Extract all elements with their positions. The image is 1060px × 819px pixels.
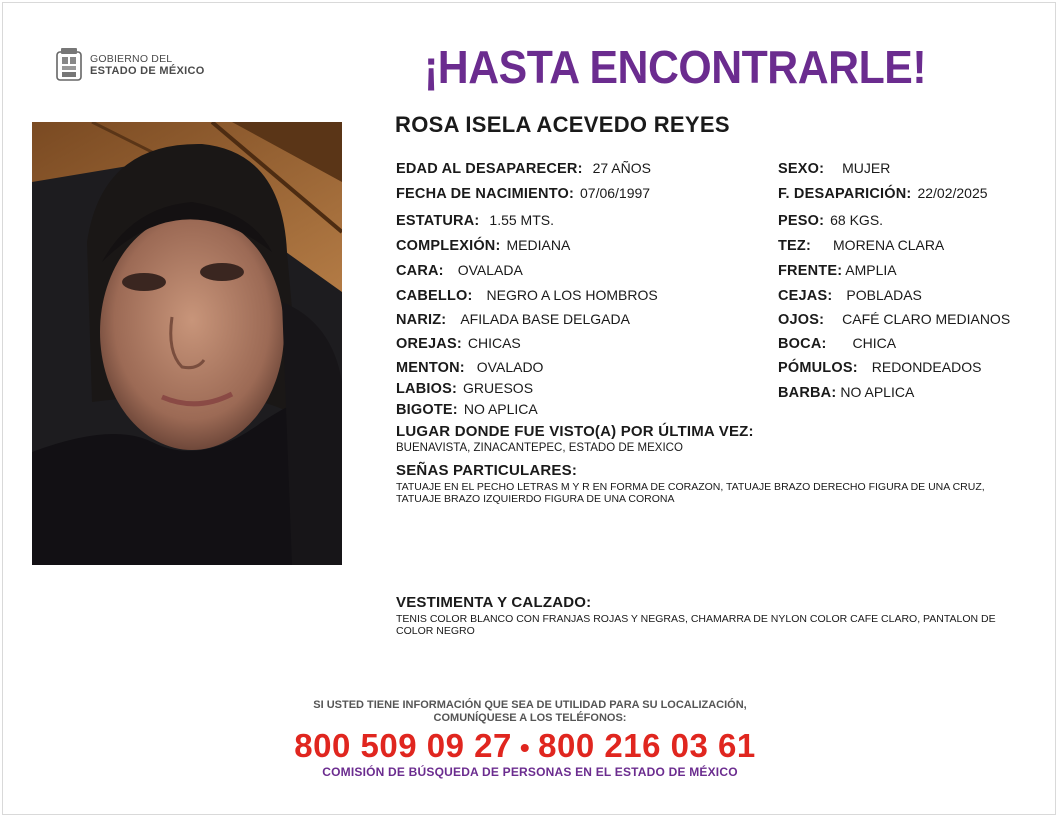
field-complexion: COMPLEXIÓN: MEDIANA bbox=[396, 237, 571, 254]
agency-name: COMISIÓN DE BÚSQUEDA DE PERSONAS EN EL ESTADO DE MÉXICO bbox=[322, 765, 738, 779]
field-orejas: OREJAS: CHICAS bbox=[396, 335, 521, 352]
marks-line-1: TATUAJE EN EL PECHO LETRAS M Y R EN FORMA DE CORAZON, TATUAJE BRAZO DERECHO FIGURA DE UNA CRUZ, bbox=[396, 481, 985, 493]
clothing-line-2: COLOR NEGRO bbox=[396, 625, 475, 637]
field-boca: BOCA: CHICA bbox=[778, 335, 897, 352]
field-cabello: CABELLO: NEGRO A LOS HOMBROS bbox=[396, 287, 658, 304]
field-cara: CARA: OVALADA bbox=[396, 262, 523, 279]
contact-info-line-2: COMUNÍQUESE A LOS TELÉFONOS: bbox=[433, 712, 627, 724]
phone-number-1[interactable]: 800 509 09 27 bbox=[294, 727, 512, 764]
field-frente: FRENTE: AMPLIA bbox=[778, 262, 897, 279]
field-bigote: BIGOTE: NO APLICA bbox=[396, 401, 538, 418]
field-fecha-nacimiento: FECHA DE NACIMIENTO: 07/06/1997 bbox=[396, 185, 651, 202]
headline: ¡HASTA ENCONTRARLE! bbox=[424, 41, 927, 93]
last-seen-text: BUENAVISTA, ZINACANTEPEC, ESTADO DE MEXICO bbox=[396, 442, 683, 454]
field-peso: PESO: 68 KGS. bbox=[778, 212, 884, 229]
logo-line-2: ESTADO DE MÉXICO bbox=[90, 65, 205, 77]
field-pomulos: PÓMULOS: REDONDEADOS bbox=[778, 359, 982, 376]
field-estatura: ESTATURA: 1.55 MTS. bbox=[396, 212, 555, 229]
state-coat-of-arms-icon bbox=[54, 46, 84, 84]
marks-line-2: TATUAJE BRAZO IZQUIERDO FIGURA DE UNA CORONA bbox=[396, 493, 675, 505]
last-seen-title: LUGAR DONDE FUE VISTO(A) POR ÚLTIMA VEZ: bbox=[396, 423, 754, 440]
phone-numbers bbox=[180, 727, 870, 765]
field-menton: MENTON: OVALADO bbox=[396, 359, 544, 376]
phone-separator: • bbox=[519, 732, 531, 763]
field-nariz: NARIZ: AFILADA BASE DELGADA bbox=[396, 311, 630, 328]
person-name: ROSA ISELA ACEVEDO REYES bbox=[395, 112, 730, 137]
field-labios: LABIOS: GRUESOS bbox=[396, 380, 534, 397]
government-logo bbox=[54, 45, 205, 85]
clothing-title: VESTIMENTA Y CALZADO: bbox=[396, 594, 592, 611]
missing-person-photo bbox=[32, 122, 342, 565]
field-ojos: OJOS: CAFÉ CLARO MEDIANOS bbox=[778, 311, 1011, 328]
field-cejas: CEJAS: POBLADAS bbox=[778, 287, 922, 304]
clothing-line-1: TENIS COLOR BLANCO CON FRANJAS ROJAS Y NEGRAS, CHAMARRA DE NYLON COLOR CAFE CLARO, PANTALON DE bbox=[396, 613, 996, 625]
field-tez: TEZ: MORENA CLARA bbox=[778, 237, 945, 254]
marks-title: SEÑAS PARTICULARES: bbox=[396, 462, 578, 479]
logo-line-1: GOBIERNO DEL bbox=[90, 53, 173, 65]
field-f-desaparicion: F. DESAPARICIÓN: 22/02/2025 bbox=[778, 185, 988, 202]
contact-info-line-1: SI USTED TIENE INFORMACIÓN QUE SEA DE UTILIDAD PARA SU LOCALIZACIÓN, bbox=[313, 699, 747, 711]
field-barba: BARBA: NO APLICA bbox=[778, 384, 915, 401]
phone-number-2[interactable]: 800 216 03 61 bbox=[538, 727, 756, 764]
field-sexo: SEXO: MUJER bbox=[778, 160, 891, 177]
field-edad: EDAD AL DESAPARECER: 27 AÑOS bbox=[396, 160, 651, 177]
